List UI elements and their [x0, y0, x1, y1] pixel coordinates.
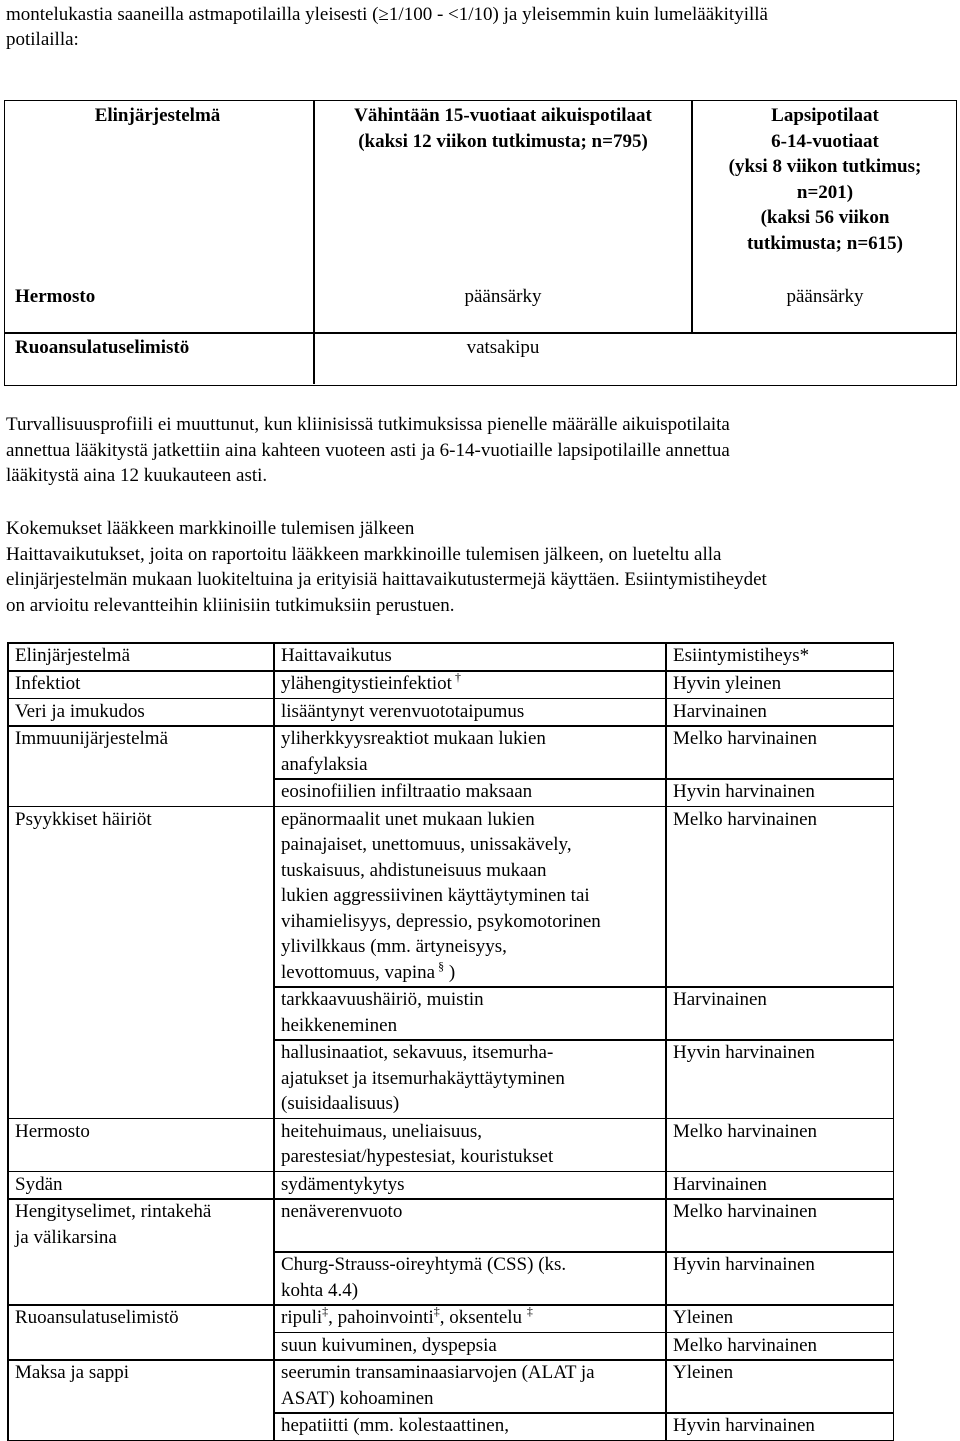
t1-row-children-hermosto: päänsärky: [693, 284, 957, 310]
t2-effect-cell: hepatiitti (mm. kolestaattinen,: [281, 1413, 509, 1439]
t2-frequency-cell: Harvinainen: [673, 987, 767, 1013]
t2-frequency-cell: Yleinen: [673, 1305, 733, 1331]
t2-frequency-cell: Harvinainen: [673, 1172, 767, 1198]
t2-col-border: [665, 1412, 667, 1440]
intro-text: [6, 2, 951, 52]
t2-col-border: [665, 1359, 667, 1412]
t2-organ-cell: Veri ja imukudos: [15, 699, 145, 725]
t2-organ-cell: Sydän: [15, 1172, 63, 1198]
t1-hline-adults: [5, 332, 691, 334]
t2-header-col-border: [273, 642, 275, 670]
t2-col-border: [665, 806, 667, 987]
t2-frequency-cell: Hyvin harvinainen: [673, 1413, 815, 1439]
t1-header-children-line-6: tutkimusta; n=615): [747, 233, 903, 254]
t2-col-border: [893, 1412, 895, 1440]
t2-organ-cell: Psyykkiset häiriöt: [15, 807, 152, 833]
t2-col-border: [893, 725, 895, 778]
t2-col-border: [893, 1118, 895, 1171]
t2-col-border: [665, 725, 667, 778]
t2-col-border: [665, 1251, 667, 1304]
t2-col-border: [665, 698, 667, 726]
t1-header-children-line-3: (yksi 8 viikon tutkimus;: [729, 156, 922, 177]
t2-frequency-cell: Melko harvinainen: [673, 1199, 817, 1225]
t2-frequency-cell: Hyvin harvinainen: [673, 779, 815, 805]
t2-col-border: [273, 1332, 275, 1360]
t2-header-col-border: [665, 642, 667, 670]
intro-line-2: potilailla:: [6, 29, 79, 50]
postmarketing-heading: Kokemukset lääkkeen markkinoille tulemisen jälkeen: [6, 518, 414, 539]
t2-frequency-cell: Melko harvinainen: [673, 1333, 817, 1359]
t2-organ-cell: Hermosto: [15, 1119, 90, 1145]
t2-col-border: [273, 1251, 275, 1304]
t1-row-organ-ruoansulatus: Ruoansulatuselimistö: [15, 335, 189, 361]
t2-col-border: [893, 806, 895, 987]
t2-effect-cell: suun kuivuminen, dyspepsia: [281, 1333, 497, 1359]
t2-col-border: [273, 1039, 275, 1118]
t2-header-effect: Haittavaikutus: [281, 643, 392, 669]
t2-col-border: [273, 1359, 275, 1412]
t2-effect-cell: nenäverenvuoto: [281, 1199, 402, 1225]
t2-frequency-cell: Melko harvinainen: [673, 726, 817, 752]
safety-line-3: lääkitystä aina 12 kuukauteen asti.: [6, 465, 267, 486]
t2-effect-cell: eosinofiilien infiltraatio maksaan: [281, 779, 532, 805]
t2-col-border: [665, 1332, 667, 1360]
t2-col-border: [665, 1198, 667, 1251]
t1-hline-children: [691, 332, 957, 334]
t2-frequency-cell: Hyvin harvinainen: [673, 1252, 815, 1278]
t2-effect-cell: yliherkkyysreaktiot mukaan lukien anafylaksia: [281, 726, 546, 777]
t1-row-adults-hermosto: päänsärky: [315, 284, 691, 310]
t2-organ-cell: Hengityselimet, rintakehä ja välikarsina: [15, 1199, 211, 1250]
t1-header-adults: [315, 103, 691, 154]
t2-header-frequency: Esiintymistiheys*: [673, 643, 809, 669]
t1-header-children-line-2: 6-14-vuotiaat: [771, 131, 879, 152]
t1-header-adults-line-1: Vähintään 15-vuotiaat aikuispotilaat: [354, 105, 652, 126]
t2-frequency-cell: Harvinainen: [673, 699, 767, 725]
safety-line-1: Turvallisuusprofiili ei muuttunut, kun kliinisissä tutkimuksissa pienelle määrälle aikuispotilaita: [6, 414, 730, 435]
t2-col-border: [273, 1198, 275, 1251]
t1-header-organ: Elinjärjestelmä: [5, 103, 310, 129]
t2-col-border: [665, 670, 667, 698]
t2-col-border: [665, 1039, 667, 1118]
t2-effect-cell: sydämentykytys: [281, 1172, 405, 1198]
t2-col-border: [273, 778, 275, 806]
t2-header-col-border: [893, 642, 895, 670]
t2-effect-cell: tarkkaavuushäiriö, muistin heikkeneminen: [281, 987, 484, 1038]
postmarketing-line-3: on arvioitu relevantteihin kliinisiin tutkimuksiin perustuen.: [6, 595, 455, 616]
t1-header-children-line-5: (kaksi 56 viikon: [761, 207, 890, 228]
t2-col-border: [893, 1332, 895, 1360]
postmarketing-section: [6, 516, 951, 618]
safety-profile-paragraph: [6, 412, 951, 489]
t2-col-border: [893, 698, 895, 726]
t1-header-children-line-1: Lapsipotilaat: [771, 105, 879, 126]
t2-frequency-cell: Hyvin harvinainen: [673, 1040, 815, 1066]
t2-col-border: [273, 1412, 275, 1440]
t2-frequency-cell: Hyvin yleinen: [673, 671, 781, 697]
postmarketing-line-2: elinjärjestelmän mukaan luokiteltuina ja erityisiä haittavaikutustermejä käyttäen. Esiintymistiheydet: [6, 569, 767, 590]
t2-effect-cell: ripuli‡, pahoinvointi‡, oksentelu ‡: [281, 1305, 533, 1331]
t2-col-border: [273, 725, 275, 778]
t2-effect-cell: ylähengitystieinfektiot †: [281, 671, 461, 697]
t2-col-border: [665, 986, 667, 1039]
t2-col-border: [893, 1251, 895, 1304]
t2-col-border: [273, 1171, 275, 1199]
adverse-reactions-table-clinical: [4, 100, 957, 386]
t2-col-border: [893, 1039, 895, 1118]
t2-col-border: [665, 1118, 667, 1171]
t2-header-organ: Elinjärjestelmä: [15, 643, 130, 669]
t2-organ-cell: Maksa ja sappi: [15, 1360, 129, 1386]
t2-organ-cell: Ruoansulatuselimistö: [15, 1305, 179, 1331]
t2-left-border: [7, 642, 9, 1440]
t2-effect-cell: seerumin transaminaasiarvojen (ALAT ja ASAT) kohoaminen: [281, 1360, 595, 1411]
t2-col-border: [665, 1304, 667, 1332]
t2-col-border: [273, 670, 275, 698]
t2-frequency-cell: Yleinen: [673, 1360, 733, 1386]
t2-col-border: [665, 778, 667, 806]
t2-col-border: [893, 670, 895, 698]
t2-frequency-cell: Melko harvinainen: [673, 1119, 817, 1145]
t1-header-adults-line-2: (kaksi 12 viikon tutkimusta; n=795): [358, 131, 648, 152]
t2-effect-cell: Churg-Strauss-oireyhtymä (CSS) (ks. kohta 4.4): [281, 1252, 566, 1303]
safety-line-2: annettua lääkitystä jatkettiin aina kahteen vuoteen asti ja 6-14-vuotiaille lapsipotilaille annettua: [6, 440, 730, 461]
t2-col-border: [893, 1359, 895, 1412]
t2-col-border: [273, 1304, 275, 1332]
t2-organ-cell: Immuunijärjestelmä: [15, 726, 168, 752]
t1-row-adults-ruoansulatus: vatsakipu: [315, 335, 691, 361]
t2-frequency-cell: Melko harvinainen: [673, 807, 817, 833]
t2-effect-cell: epänormaalit unet mukaan lukien painajaiset, unettomuus, unissakävely, tuskaisuus, ahdistuneisuus mukaan lukien aggressiivinen käyttäytyminen tai vihamielisyys, depressio, psykomotorinen ylivilkkaus (mm. ärtyneisyys, levottomuus, vapina § ): [281, 807, 601, 986]
t2-col-border: [665, 1171, 667, 1199]
t2-col-border: [273, 698, 275, 726]
t2-effect-cell: lisääntynyt verenvuototaipumus: [281, 699, 524, 725]
t2-col-border: [273, 806, 275, 987]
intro-line-1: montelukastia saaneilla astmapotilailla yleisesti (≥1/100 - <1/10) ja yleisemmin kuin lumelääkityillä: [6, 4, 768, 25]
t2-col-border: [893, 778, 895, 806]
t2-col-border: [273, 1118, 275, 1171]
t2-col-border: [893, 986, 895, 1039]
t2-effect-cell: heitehuimaus, uneliaisuus, parestesiat/hypestesiat, kouristukset: [281, 1119, 553, 1170]
t2-col-border: [893, 1304, 895, 1332]
t2-col-border: [893, 1171, 895, 1199]
t2-organ-cell: Infektiot: [15, 671, 80, 697]
t1-header-children: [693, 103, 957, 256]
t2-col-border: [273, 986, 275, 1039]
t2-effect-cell: hallusinaatiot, sekavuus, itsemurha- ajatukset ja itsemurhakäyttäytyminen (suisidaalisuus): [281, 1040, 565, 1117]
postmarketing-line-1: Haittavaikutukset, joita on raportoitu lääkkeen markkinoille tulemisen jälkeen, on lueteltu alla: [6, 544, 721, 565]
t1-header-children-line-4: n=201): [797, 182, 853, 203]
t2-col-border: [893, 1198, 895, 1251]
t1-row-organ-hermosto: Hermosto: [15, 284, 95, 310]
